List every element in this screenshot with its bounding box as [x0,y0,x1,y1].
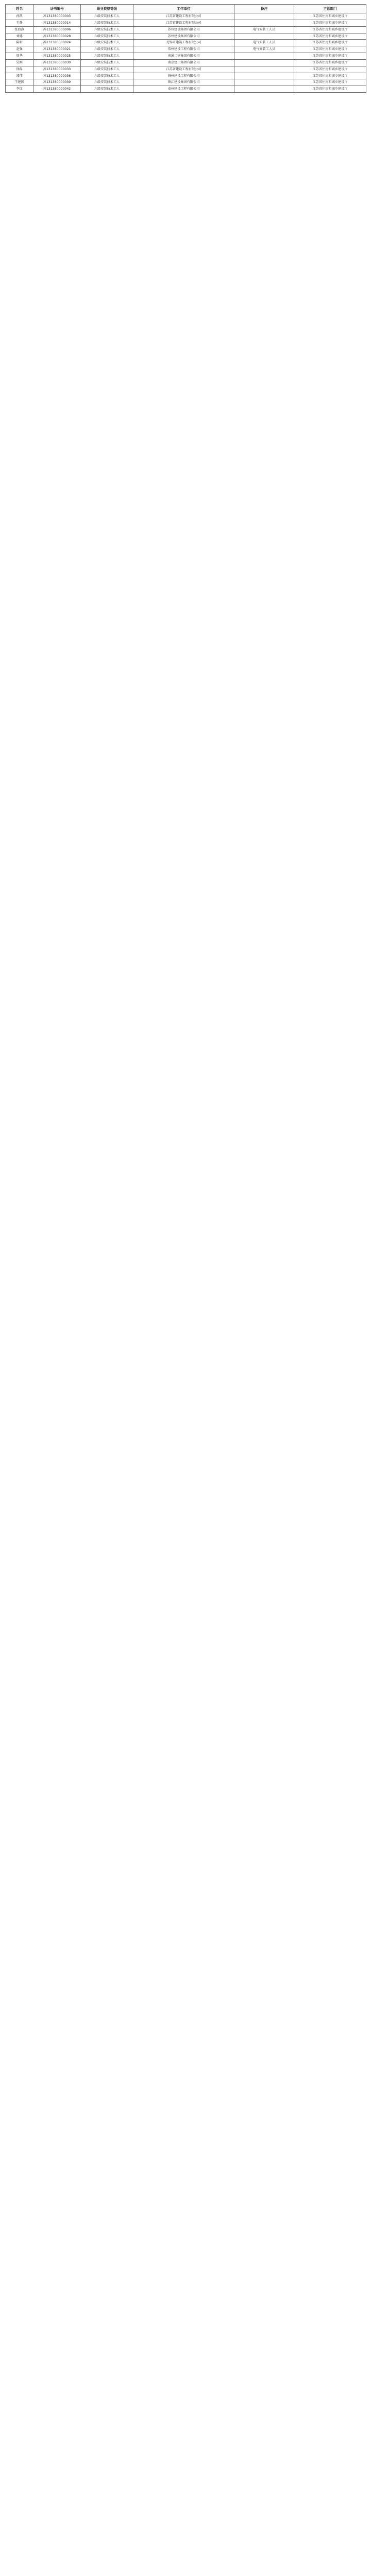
header-name: 姓名 [6,5,33,13]
header-level: 职业资格等级 [81,5,133,13]
cell-level: 六级安装技术工人 [81,26,133,33]
cell-authority: 江苏省住房和城乡建设厅 [294,73,366,79]
table-row [6,46,366,53]
cell-authority: 江苏省住房和城乡建设厅 [294,33,366,40]
cell-authority: 江苏省住房和城乡建设厅 [294,26,366,33]
cell-employer: 南通二建集团有限公司 [133,53,234,60]
cell-level: 六级安装技术工人 [81,86,133,93]
cell-employer: 江苏省建设工程有限公司 [133,13,234,20]
cell-employer: 扬州建设工程有限公司 [133,73,234,79]
cell-remark [234,79,294,86]
table-row [6,33,366,40]
cell-authority: 江苏省住房和城乡建设厅 [294,79,366,86]
cell-employer: 无锡市建筑工程有限公司 [133,40,234,46]
cell-level: 六级安装技术工人 [81,53,133,60]
header-remark: 备注 [234,5,294,13]
cell-authority: 江苏省住房和城乡建设厅 [294,66,366,73]
header-row [6,5,366,13]
table-row [6,79,366,86]
cell-name: 王建国 [6,79,33,86]
cell-level: 六级安装技术工人 [81,13,133,20]
cell-cert-no: 苏131380000042 [33,86,81,93]
cell-authority: 江苏省住房和城乡建设厅 [294,20,366,26]
header-authority: 主管部门 [294,5,366,13]
register-table [5,4,366,93]
cell-cert-no: 苏131380000003 [33,13,81,20]
table-row [6,40,366,46]
cell-cert-no: 苏131380000024 [33,40,81,46]
cell-remark [234,33,294,40]
cell-level: 六级安装技术工人 [81,46,133,53]
certificate-register [5,4,366,93]
cell-authority: 江苏省住房和城乡建设厅 [294,13,366,20]
cell-cert-no: 苏131380000028 [33,33,81,40]
cell-remark [234,73,294,79]
cell-remark [234,86,294,93]
table-row [6,53,366,60]
table-row [6,86,366,93]
cell-remark: 电气安装工人员 [234,46,294,53]
cell-employer: 常州建设工程有限公司 [133,46,234,53]
table-row [6,13,366,20]
cell-cert-no: 苏131380000006 [33,26,81,33]
header-employer: 工作单位 [133,5,234,13]
cell-cert-no: 苏131380000021 [33,46,81,53]
cell-authority: 江苏省住房和城乡建设厅 [294,86,366,93]
cell-cert-no: 苏131380000025 [33,53,81,60]
cell-cert-no: 苏131380000030 [33,59,81,66]
cell-name: 徐磊 [6,66,33,73]
cell-level: 六级安装技术工人 [81,40,133,46]
cell-name: 孙凯 [6,13,33,20]
table-row [6,26,366,33]
cell-authority: 江苏省住房和城乡建设厅 [294,40,366,46]
cell-cert-no: 苏131380000039 [33,79,81,86]
cell-remark: 电气安装工人员 [234,40,294,46]
cell-level: 六级安装技术工人 [81,79,133,86]
cell-cert-no: 苏131380000036 [33,73,81,79]
cell-name: 刘德 [6,33,33,40]
cell-name: 王静 [6,20,33,26]
cell-name: 陈明 [6,40,33,46]
cell-name: 郑伟 [6,73,33,79]
cell-level: 六级安装技术工人 [81,20,133,26]
cell-remark [234,59,294,66]
cell-name: 李红 [6,86,33,93]
cell-name: 张海燕 [6,26,33,33]
cell-cert-no: 苏131380000033 [33,66,81,73]
cell-remark: 电气安装工人员 [234,26,294,33]
cell-employer: 南京建工集团有限公司 [133,59,234,66]
cell-cert-no: 苏131380000014 [33,20,81,26]
cell-employer: 泰州建设工程有限公司 [133,86,234,93]
cell-remark [234,13,294,20]
cell-authority: 江苏省住房和城乡建设厅 [294,46,366,53]
cell-authority: 江苏省住房和城乡建设厅 [294,53,366,60]
table-row [6,66,366,73]
cell-name: 赵强 [6,46,33,53]
cell-name: 周华 [6,53,33,60]
cell-employer: 镇江建设集团有限公司 [133,79,234,86]
cell-authority: 江苏省住房和城乡建设厅 [294,59,366,66]
cell-employer: 苏州建设集团有限公司 [133,33,234,40]
cell-name: 吴刚 [6,59,33,66]
cell-level: 六级安装技术工人 [81,66,133,73]
cell-level: 六级安装技术工人 [81,59,133,66]
cell-remark [234,53,294,60]
cell-level: 六级安装技术工人 [81,33,133,40]
cell-employer: 江苏省建设工程有限公司 [133,20,234,26]
table-row [6,20,366,26]
table-row [6,73,366,79]
cell-remark [234,66,294,73]
cell-employer: 苏州建设集团有限公司 [133,26,234,33]
cell-employer: 江苏省建设工程有限公司 [133,66,234,73]
cell-level: 六级安装技术工人 [81,73,133,79]
table-row [6,59,366,66]
header-cert-no: 证书编号 [33,5,81,13]
cell-remark [234,20,294,26]
table-body [6,13,366,93]
